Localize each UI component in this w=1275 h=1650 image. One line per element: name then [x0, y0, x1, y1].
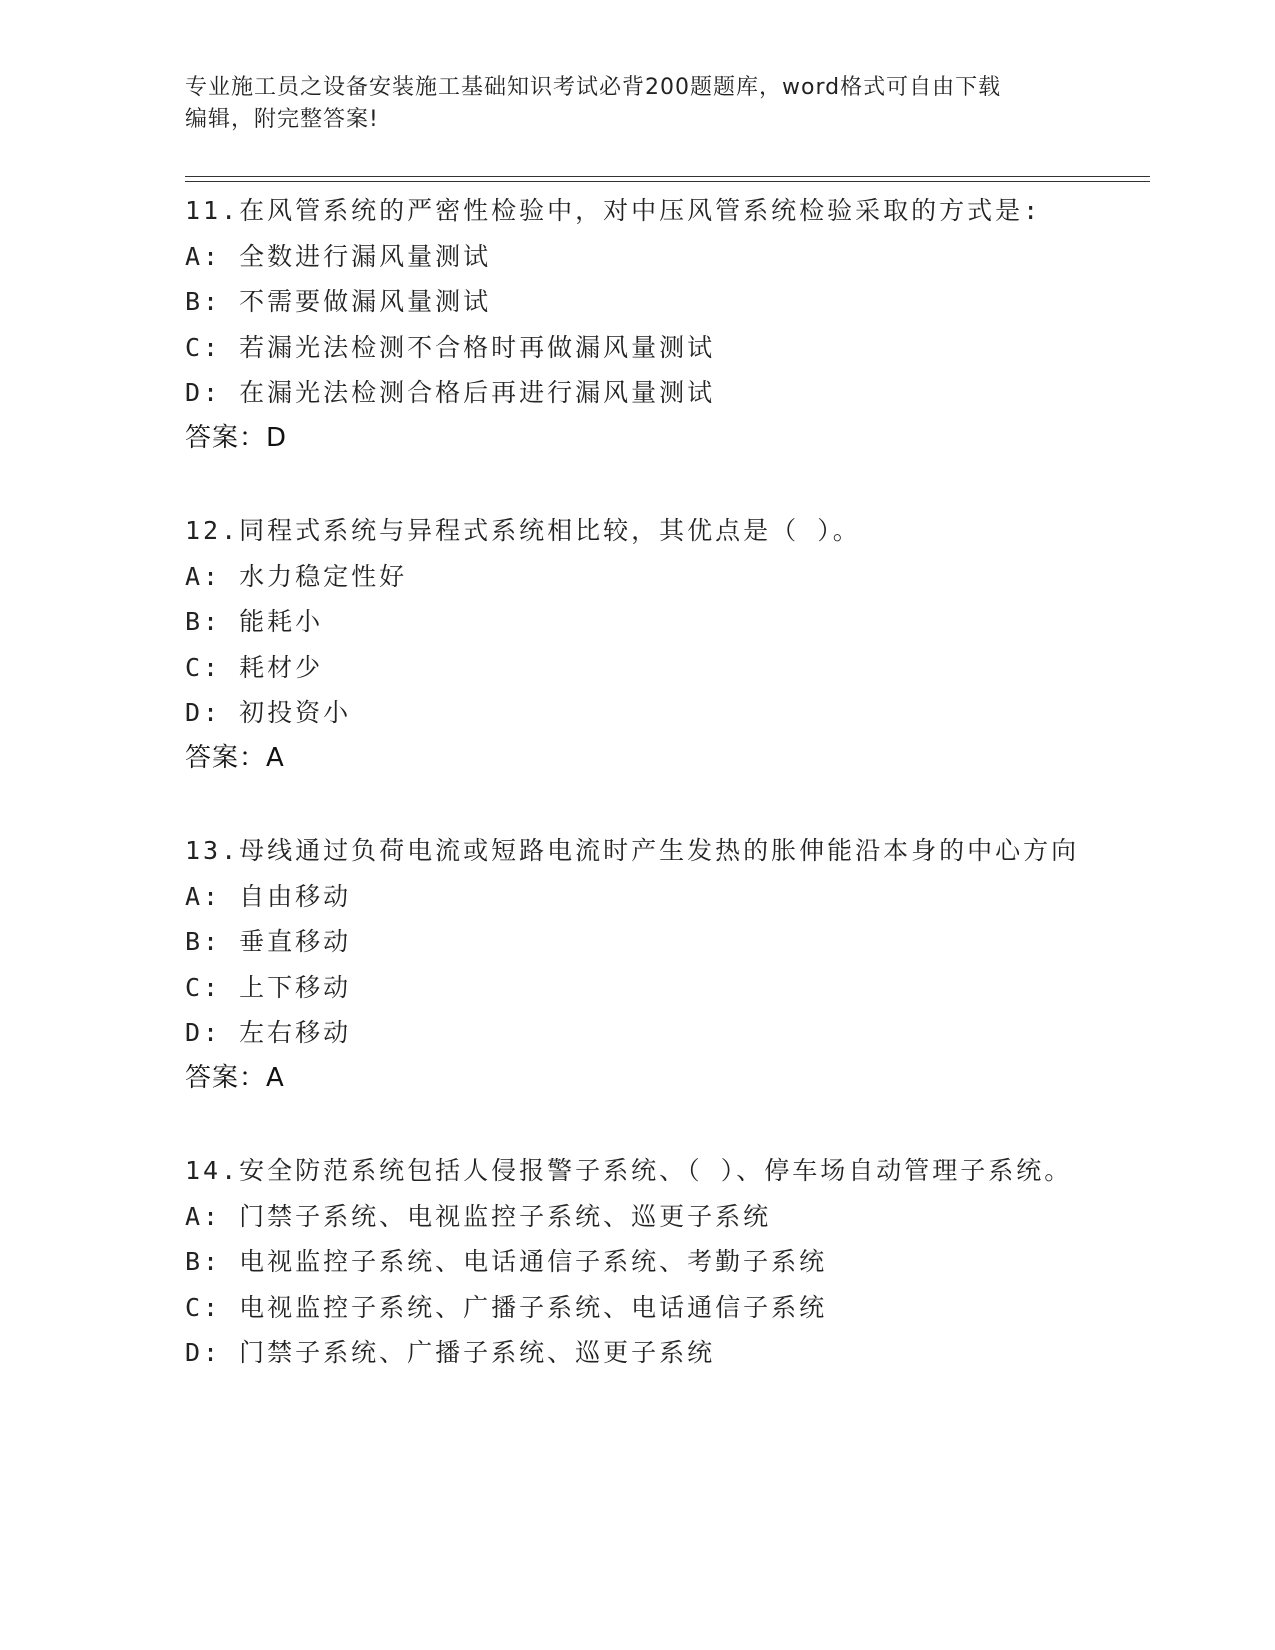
option-b: B: 垂直移动 [185, 927, 352, 956]
question-stem: 11.在风管系统的严密性检验中，对中压风管系统检验采取的方式是: [185, 196, 1042, 225]
question-stem: 14.安全防范系统包括人侵报警子系统、（ ）、停车场自动管理子系统。 [185, 1156, 1073, 1185]
header-title-line-2: 编辑，附完整答案! [185, 107, 379, 132]
header-divider-bottom [185, 181, 1150, 182]
option-a: A: 水力稳定性好 [185, 561, 408, 591]
header-divider-top [185, 176, 1150, 177]
option-d: D: 在漏光法检测合格后再进行漏风量测试 [185, 378, 716, 407]
question-14 [185, 1148, 1085, 1376]
option-b: B: 能耗小 [185, 607, 324, 636]
answer-label: 答案：A [185, 1062, 285, 1093]
header-title-line-1: 专业施工员之设备安装施工基础知识考试必背200题题库，word格式可自由下载 [185, 75, 1002, 100]
answer-label: 答案：A [185, 742, 285, 773]
page-header [185, 72, 1085, 136]
option-c: C: 若漏光法检测不合格时再做漏风量测试 [185, 332, 716, 362]
question-12 [185, 508, 1085, 781]
option-c: C: 上下移动 [185, 972, 352, 1002]
option-c: C: 电视监控子系统、广播子系统、电话通信子系统 [185, 1292, 828, 1322]
option-d: D: 左右移动 [185, 1018, 352, 1047]
question-13 [185, 828, 1085, 1101]
option-a: A: 门禁子系统、电视监控子系统、巡更子系统 [185, 1201, 772, 1231]
option-b: B: 电视监控子系统、电话通信子系统、考勤子系统 [185, 1247, 828, 1276]
question-stem: 12.同程式系统与异程式系统相比较，其优点是（ ）。 [185, 516, 861, 545]
option-d: D: 初投资小 [185, 698, 352, 727]
question-stem: 13.母线通过负荷电流或短路电流时产生发热的胀伸能沿本身的中心方向 [185, 836, 1080, 865]
option-b: B: 不需要做漏风量测试 [185, 287, 492, 316]
question-11 [185, 188, 1085, 461]
option-d: D: 门禁子系统、广播子系统、巡更子系统 [185, 1338, 716, 1367]
option-a: A: 全数进行漏风量测试 [185, 241, 492, 271]
option-c: C: 耗材少 [185, 652, 324, 682]
answer-label: 答案：D [185, 422, 288, 453]
question-list [185, 188, 1085, 1423]
option-a: A: 自由移动 [185, 881, 352, 911]
